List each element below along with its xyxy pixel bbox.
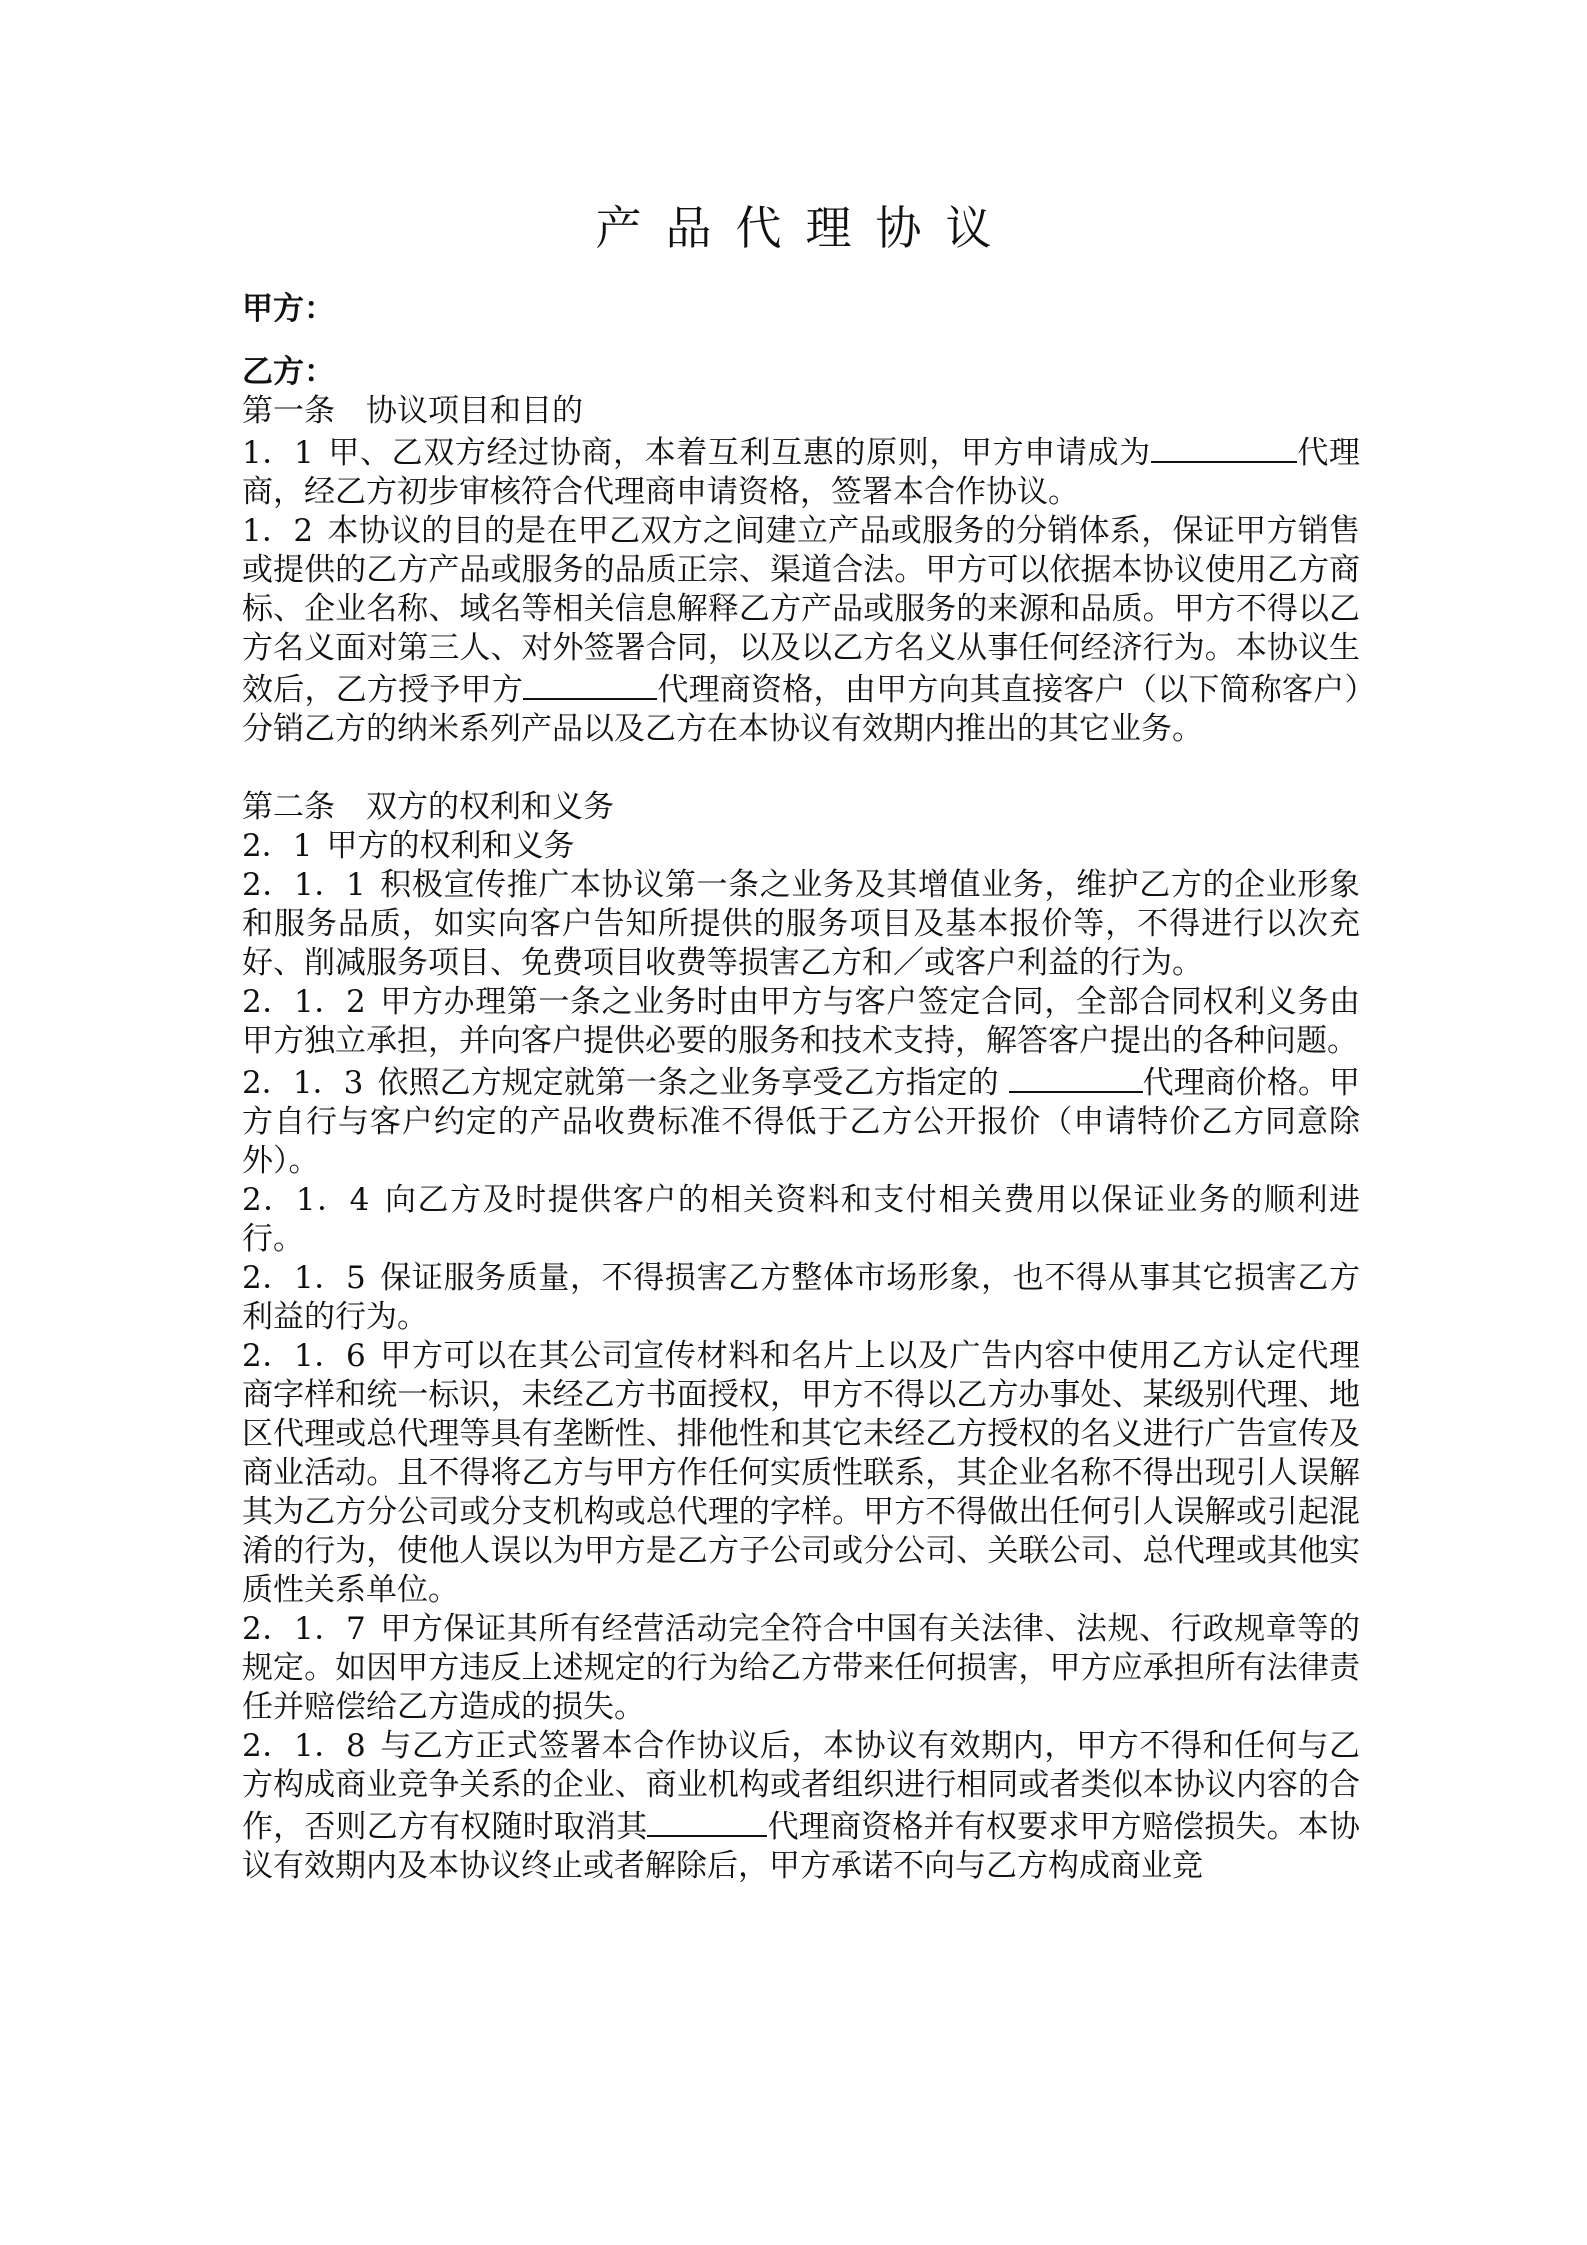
- clause-number: 1．2: [242, 513, 314, 549]
- clause-2-1-2: [242, 983, 1360, 1061]
- fill-in-blank: [1151, 431, 1297, 463]
- clause-number: 2．1: [242, 828, 313, 864]
- clause-number: 2．1．7: [242, 1611, 366, 1647]
- clause-2-1-6: [242, 1337, 1360, 1610]
- clause-2-1-5: [242, 1259, 1360, 1337]
- clause-2-1-3: [242, 1061, 1360, 1181]
- document-title: 产品代理协议: [595, 201, 1016, 255]
- clause-text: 代理商资格，由甲方向其直接客户（以下简称客户）分销乙方的纳米系列产品以及乙方在本协议有效期内推出的其它业务。: [242, 672, 1360, 747]
- paragraph-gap: [242, 749, 1360, 788]
- clause-number: 1．1: [242, 435, 314, 471]
- clause-number: 2．1．3: [242, 1065, 364, 1101]
- clause-2-1-7: [242, 1610, 1360, 1727]
- clause-text: 与乙方正式签署本合作协议后，本协议有效期内，甲方不得和任何与乙方构成商业竞争关系的企业、商业机构或者组织进行相同或者类似本协议内容的合作，否则乙方有权随时取消其: [242, 1728, 1361, 1845]
- clause-text: 本协议的目的是在甲乙双方之间建立产品或服务的分销体系，保证甲方销售或提供的乙方产品或服务的品质正宗、渠道合法。甲方可以依据本协议使用乙方商标、企业名称、域名等相关信息解释乙方产品或服务的来源和品质。甲方不得以乙方名义面对第三人、对外签署合同，以及以乙方名义从事任何经济行为。本协议生效后，乙方授予甲方: [242, 513, 1361, 708]
- article-2-heading: 第二条 双方的权利和义务: [242, 789, 614, 825]
- section-2-1: [242, 827, 1360, 866]
- article-1-heading: 第一条 协议项目和目的: [242, 393, 583, 429]
- fill-in-blank: [647, 1805, 767, 1837]
- clause-2-1-4: [242, 1181, 1360, 1259]
- clause-text: 甲方可以在其公司宣传材料和名片上以及广告内容中使用乙方认定代理商字样和统一标识，未经乙方书面授权，甲方不得以乙方办事处、某级别代理、地区代理或总代理等具有垄断性、排他性和其它未经乙方授权的名义进行广告宣传及商业活动。且不得将乙方与甲方作任何实质性联系，其企业名称不得出现引人误解其为乙方分公司或分支机构或总代理的字样。甲方不得做出任何引人误解或引起混淆的行为，使他人误以为甲方是乙方子公司或分公司、关联公司、总代理或其他实质性关系单位。: [242, 1338, 1361, 1608]
- clause-text: 向乙方及时提供客户的相关资料和支付相关费用以保证业务的顺利进行。: [242, 1182, 1361, 1257]
- clause-text: 积极宣传推广本协议第一条之业务及其增值业务，维护乙方的企业形象和服务品质，如实向客户告知所提供的服务项目及基本报价等，不得进行以次充好、削减服务项目、免费项目收费等损害乙方和／或客户利益的行为。: [242, 867, 1361, 981]
- clause-text: 甲方保证其所有经营活动完全符合中国有关法律、法规、行政规章等的规定。如因甲方违反上述规定的行为给乙方带来任何损害，甲方应承担所有法律责任并赔偿给乙方造成的损失。: [242, 1611, 1361, 1725]
- clause-number: 2．1．1: [242, 867, 366, 903]
- clause-number: 2．1．5: [242, 1260, 366, 1296]
- party-b-label: 乙方：: [242, 354, 335, 390]
- clause-number: 2．1．6: [242, 1338, 366, 1374]
- clause-2-1-1: [242, 866, 1360, 983]
- clause-text: 代理商资格并有权要求甲方赔偿损失。本协议有效期内及本协议终止或者解除后，甲方承诺不向与乙方构成商业竞: [242, 1809, 1360, 1884]
- party-a-label: 甲方：: [242, 291, 335, 327]
- clause-2-1-8: [242, 1727, 1360, 1886]
- document-body: [242, 290, 1360, 1886]
- clause-text: 甲、乙双方经过协商，本着互利互惠的原则，甲方申请成为: [327, 435, 1151, 471]
- clause-1-1: [242, 431, 1360, 512]
- clause-number: 2．1．2: [242, 984, 366, 1020]
- fill-in-blank: [523, 668, 657, 700]
- clause-text: 代理商价格。甲方自行与客户约定的产品收费标准不得低于乙方公开报价（申请特价乙方同意除外）。: [242, 1065, 1361, 1179]
- clause-text: 甲方的权利和义务: [326, 828, 575, 864]
- clause-number: 2．1．4: [242, 1182, 370, 1218]
- clause-text: 代理商，经乙方初步审核符合代理商申请资格，签署本合作协议。: [242, 435, 1361, 510]
- clause-text: 依照乙方规定就第一条之业务享受乙方指定的: [377, 1065, 1009, 1101]
- fill-in-blank: [1009, 1061, 1143, 1093]
- clause-1-2: [242, 512, 1360, 749]
- clause-text: 保证服务质量，不得损害乙方整体市场形象，也不得从事其它损害乙方利益的行为。: [242, 1260, 1361, 1335]
- clause-number: 2．1．8: [242, 1728, 366, 1764]
- clause-text: 甲方办理第一条之业务时由甲方与客户签定合同，全部合同权利义务由甲方独立承担，并向客户提供必要的服务和技术支持，解答客户提出的各种问题。: [242, 984, 1361, 1059]
